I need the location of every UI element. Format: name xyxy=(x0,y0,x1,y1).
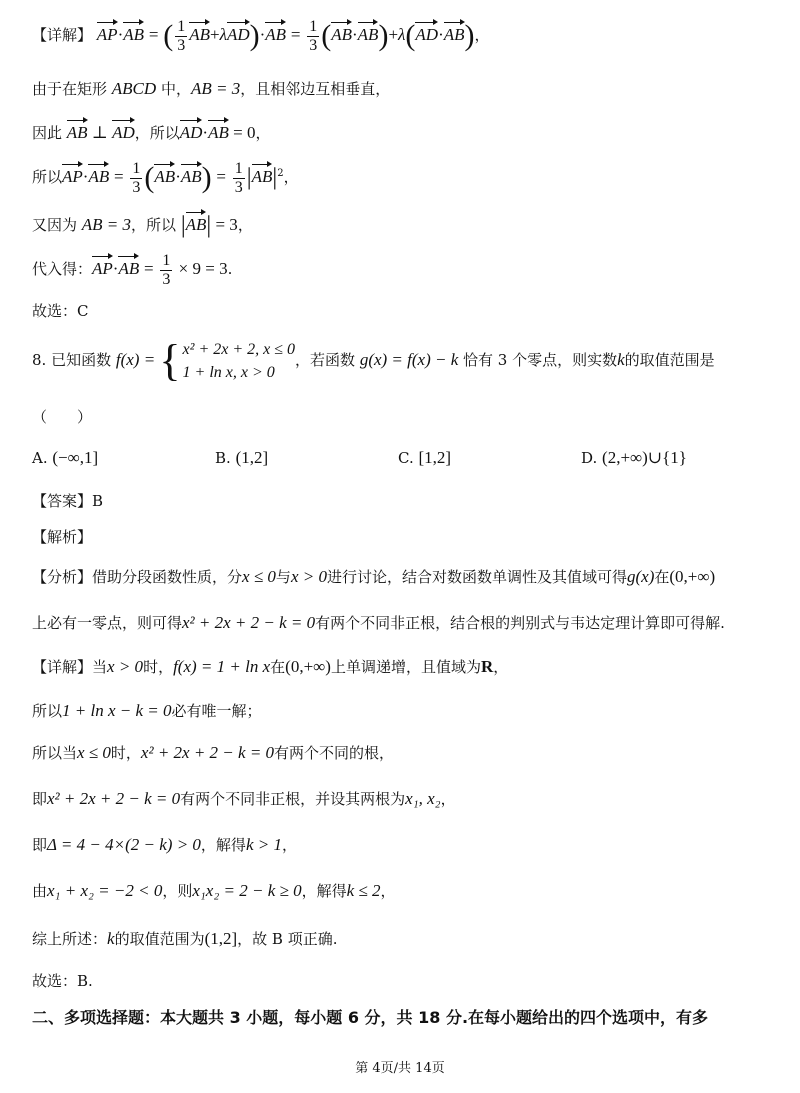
detail-line-3 xyxy=(32,118,270,144)
math-reals: R xyxy=(480,657,494,676)
fenxi-line-2 xyxy=(32,612,725,634)
dot: · xyxy=(117,25,124,45)
times-nine: × 9 = 3 xyxy=(174,259,228,279)
question-paren xyxy=(32,408,92,428)
piece-row-1: x² + 2x + 2, x ≤ 0 xyxy=(182,341,296,358)
fraction-one-third xyxy=(130,160,142,196)
vector-ab: AB xyxy=(181,162,202,188)
math: x > 0 xyxy=(107,657,144,676)
text: 在 xyxy=(654,568,670,586)
abs-bar: | xyxy=(246,164,252,191)
xiangjie-line xyxy=(32,656,508,678)
math: k ≤ 2 xyxy=(346,881,381,900)
dot: · xyxy=(175,167,181,187)
text: ， xyxy=(493,658,509,676)
frac-den: 3 xyxy=(132,178,141,196)
fenxi-line-1 xyxy=(32,566,715,588)
option-label: A. xyxy=(32,449,48,467)
vector-ab: AB xyxy=(186,210,207,236)
vector-ab: AB xyxy=(444,20,465,46)
vector-ab: AB xyxy=(118,254,139,280)
paren-open: ( xyxy=(163,19,174,53)
option-d xyxy=(581,448,687,468)
vector-ap: AP xyxy=(97,20,118,46)
detail-tag: 【详解】 xyxy=(32,26,93,45)
text: 故选：C xyxy=(32,302,89,320)
vector-ad: AD xyxy=(180,118,203,144)
frac-den: 3 xyxy=(234,178,243,196)
text: 有两个不同非正根，并设其两根为 xyxy=(180,790,406,808)
math: (0,+∞) xyxy=(285,657,331,676)
text: 时， xyxy=(143,658,174,676)
paren-open: ( xyxy=(321,19,332,53)
math: f(x) = 1 + ln x xyxy=(173,657,271,676)
abs-bar: | xyxy=(272,164,278,191)
math: k xyxy=(107,929,115,948)
blank-paren: （ ） xyxy=(32,408,93,426)
vector-ab: AB xyxy=(67,118,88,144)
text: ，故 B 项正确. xyxy=(237,930,338,948)
math: x₁ + x₂ = −2 < 0 xyxy=(47,881,163,900)
text: 与 xyxy=(275,568,291,586)
math: x₁, x₂ xyxy=(405,789,441,808)
solution-line-7 xyxy=(32,972,93,992)
paren-open: ( xyxy=(405,19,416,53)
text: ，解得 xyxy=(301,882,347,900)
vector-ab: AB xyxy=(331,20,352,46)
math: x₁x₂ = 2 − k ≥ 0 xyxy=(192,881,302,900)
text: ，所以 xyxy=(134,124,180,142)
detail-line-5 xyxy=(32,210,253,242)
paren-open: ( xyxy=(144,161,155,195)
vector-ab: AB xyxy=(252,162,273,188)
answer-line xyxy=(32,492,103,512)
fraction-one-third xyxy=(307,18,319,54)
option-value: (−∞,1] xyxy=(52,448,99,467)
xiangjie-tag: 【详解】 xyxy=(32,658,93,676)
analysis-heading xyxy=(32,528,92,548)
math: x ≤ 0 xyxy=(242,567,276,586)
question-8 xyxy=(32,338,715,384)
text: 借助分段函数性质，分 xyxy=(92,568,243,586)
text: ，则 xyxy=(162,882,193,900)
dot: · xyxy=(259,25,266,45)
analysis-head: 【解析】 xyxy=(32,528,93,546)
option-value: [1,2] xyxy=(418,448,452,467)
math: (0,+∞) xyxy=(669,567,716,586)
fenxi-tag: 【分析】 xyxy=(32,568,93,586)
section-2-heading xyxy=(32,1008,708,1029)
option-label: C. xyxy=(398,449,414,467)
vector-ab: AB xyxy=(189,20,210,46)
frac-num: 1 xyxy=(132,160,141,177)
text: 代入得： xyxy=(32,260,93,279)
plus: + xyxy=(388,25,399,45)
option-value: (1,2] xyxy=(235,448,269,467)
vector-ab: AB xyxy=(88,162,109,188)
text: 综上所述： xyxy=(32,930,108,948)
dot: · xyxy=(82,167,89,187)
text: 恰有 3 个零点，则实数 xyxy=(458,351,618,370)
page-number: 第 4页/共 14页 xyxy=(355,1061,445,1076)
frac-den: 3 xyxy=(309,36,318,54)
text: ，所以 xyxy=(131,216,181,234)
text: 必有唯一解； xyxy=(171,702,262,720)
frac-den: 3 xyxy=(177,36,186,54)
frac-num: 1 xyxy=(234,160,243,177)
solution-line-2 xyxy=(32,742,394,764)
frac-num: 1 xyxy=(309,18,318,35)
vector-ab: AB xyxy=(265,20,286,46)
text: ，解得 xyxy=(200,836,246,854)
answer-choice-c xyxy=(32,302,88,322)
text: 由 xyxy=(32,882,48,900)
brace: { xyxy=(159,336,181,386)
option-value: (2,+∞)∪{1} xyxy=(602,448,687,467)
text: 上必有一零点，则可得 xyxy=(32,614,183,632)
comma: ， xyxy=(283,168,299,187)
text: 的取值范围是 xyxy=(624,351,715,370)
text: 由于在矩形 xyxy=(32,80,112,98)
paren-close: ) xyxy=(378,19,389,53)
fraction-one-third xyxy=(175,18,187,54)
page-footer xyxy=(0,1057,800,1076)
exponent-2: 2 xyxy=(277,168,284,180)
paren-close: ) xyxy=(249,19,260,53)
abs-bar: | xyxy=(206,212,212,239)
fraction-one-third xyxy=(233,160,245,196)
equals: = xyxy=(144,259,154,279)
math-gx: g(x) = f(x) − k xyxy=(359,350,459,370)
math: k > 1 xyxy=(245,835,282,854)
rect-name: ABCD xyxy=(111,79,157,98)
text: ， xyxy=(281,836,297,854)
dot: · xyxy=(438,25,444,45)
text: 有两个不同非正根，结合根的判别式与韦达定理计算即可得解. xyxy=(315,614,725,632)
vector-ab: AB xyxy=(123,20,144,46)
lambda: λ xyxy=(398,25,406,45)
text: 上单调递增，且值域为 xyxy=(330,658,481,676)
option-label: D. xyxy=(581,449,598,467)
option-b xyxy=(215,448,268,468)
text: 即 xyxy=(32,790,48,808)
solution-line-5 xyxy=(32,880,396,902)
frac-den: 3 xyxy=(162,270,171,288)
math-ab-eq-3: AB = 3 xyxy=(81,215,132,234)
vector-ad: AD xyxy=(415,20,438,46)
math: x > 0 xyxy=(290,567,327,586)
fraction-one-third xyxy=(160,252,172,288)
answer-text: 【答案】B xyxy=(32,492,104,510)
text: 时， xyxy=(110,744,141,762)
math: g(x) xyxy=(626,567,655,586)
solution-line-3 xyxy=(32,788,456,810)
equals: = xyxy=(148,25,159,45)
period: . xyxy=(227,260,233,279)
detail-line-2 xyxy=(32,78,390,100)
equals: = xyxy=(114,167,124,187)
solution-line-1 xyxy=(32,700,262,722)
dot: · xyxy=(112,259,119,279)
text: 所以当 xyxy=(32,744,78,762)
text: ， xyxy=(380,882,396,900)
paren-close: ) xyxy=(464,19,475,53)
question-number: 8. 已知函数 xyxy=(32,351,116,370)
vector-ap: AP xyxy=(92,254,113,280)
lambda: λ xyxy=(219,25,227,45)
math: Δ = 4 − 4×(2 − k) > 0 xyxy=(47,835,201,854)
frac-num: 1 xyxy=(177,18,186,35)
option-label: B. xyxy=(215,449,231,467)
text: ，若函数 xyxy=(295,351,360,370)
vector-ad: AD xyxy=(227,20,250,46)
paren-close: ) xyxy=(201,161,212,195)
text: 又因为 xyxy=(32,216,82,234)
comma: ， xyxy=(255,124,271,142)
equals: = xyxy=(216,167,227,187)
dot: · xyxy=(202,123,209,142)
solution-line-4 xyxy=(32,834,297,856)
text: 进行讨论，结合对数函数单调性及其值域可得 xyxy=(326,568,627,586)
vector-ab: AB xyxy=(154,162,175,188)
math: x² + 2x + 2 − k = 0 xyxy=(140,743,275,762)
equals-zero: = 0 xyxy=(228,123,256,142)
text: ， xyxy=(440,790,456,808)
dot: · xyxy=(352,25,358,45)
section-title: 二、多项选择题：本大题共 3 小题，每小题 6 分，共 18 分.在每小题给出的四个选项中，有多 xyxy=(32,1008,709,1027)
frac-num: 1 xyxy=(162,252,171,269)
equals: = xyxy=(290,25,301,45)
text: 所以 xyxy=(32,702,63,720)
math: (1,2] xyxy=(204,929,238,948)
math-fx: f(x) = xyxy=(115,350,160,370)
math-ab-eq-3: AB = 3 xyxy=(190,79,241,98)
piece-row-2: 1 + ln x, x > 0 xyxy=(182,364,275,382)
equals-three: = 3 xyxy=(211,215,238,234)
text: 的取值范围为 xyxy=(114,930,205,948)
abs-bar: | xyxy=(180,212,186,239)
piecewise-rows xyxy=(183,338,295,384)
text: 有两个不同的根， xyxy=(274,744,395,762)
text: 中， xyxy=(156,80,191,98)
text: 故选：B. xyxy=(32,972,93,990)
text: 因此 xyxy=(32,124,67,142)
text: 即 xyxy=(32,836,48,854)
vector-ad: AD xyxy=(112,118,135,144)
comma: ， xyxy=(237,216,253,234)
math: 1 + ln x − k = 0 xyxy=(62,701,172,720)
detail-line-6 xyxy=(32,252,232,288)
math-k: k xyxy=(617,350,625,370)
text: 当 xyxy=(92,658,108,676)
math: x ≤ 0 xyxy=(77,743,111,762)
piecewise-function xyxy=(159,338,295,384)
vector-ab: AB xyxy=(358,20,379,46)
option-a xyxy=(32,448,98,468)
text: ，且相邻边互相垂直， xyxy=(240,80,391,98)
comma: ， xyxy=(474,26,490,45)
vector-ap: AP xyxy=(62,162,83,188)
plus: + xyxy=(209,25,220,45)
math: x² + 2x + 2 − k = 0 xyxy=(182,613,316,632)
solution-line-6 xyxy=(32,928,337,950)
option-c xyxy=(398,448,451,468)
vector-ab: AB xyxy=(208,118,229,144)
text: 所以 xyxy=(32,168,63,187)
perp-symbol: ⊥ xyxy=(87,123,113,142)
detail-line-1 xyxy=(32,18,490,54)
text: 在 xyxy=(270,658,286,676)
math: x² + 2x + 2 − k = 0 xyxy=(47,789,181,808)
detail-line-4 xyxy=(32,160,299,196)
